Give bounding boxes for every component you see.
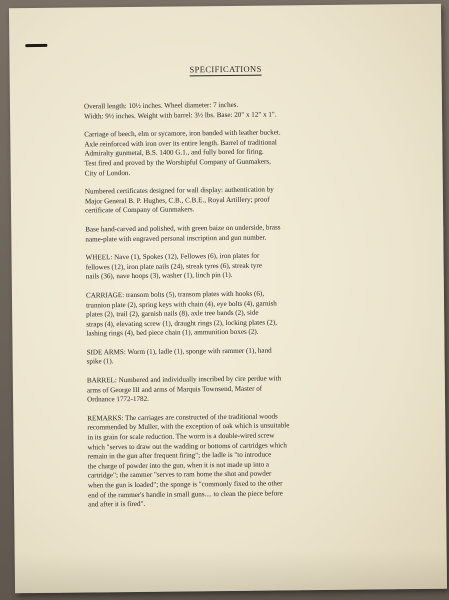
document-title-text: SPECIFICATIONS <box>189 63 262 75</box>
paragraph-text: Numbered and individually inscribed by cire perdue with arms of George III and arms of Marquis Townsend, Master of Ordnance 1772-1782. <box>86 374 282 404</box>
paragraph-label: CARRIAGE: <box>85 290 125 300</box>
paragraph-carriage <box>86 288 408 339</box>
paragraph-materials <box>84 127 406 178</box>
paragraph-label: BARREL: <box>86 376 117 385</box>
paragraph-text: Worm (1), ladle (1), sponge with rammer (1), hand spike (1). <box>86 346 272 366</box>
paragraph-text: transom bolts (5), transom plates with hooks (6), trunnion plate (2), spring keys with chain (4), eye bolts (4), garnish plates (2), trail (2), garnish nails (8), axle tree bands (2), side straps (4), elevating screw (1), draught rings (2), locking plates (2), lashing rings (4), bed piece chain (1), ammunition boxes (2). <box>86 289 277 338</box>
sheet-edge-shadow <box>15 549 447 594</box>
paragraph-side-arms <box>87 345 409 368</box>
paragraph-text: The carriages are constructed of the traditional woods recommended by Muller, with the exception of oak which is unsuitable in its grain for scale reduction. The worm is a double-wired screw which "serves to draw out the wadding or bottoms of cartridges which remain in the gun after frequent firing"; the ladle is "to introduce the charge of powder into the gun, when it is not made up into a cartridge"; the rammer "serves to ram home the shot and powder when the gun is loaded"; the sponge is "commonly fixed to the other end of the rammer's handle in small guns.... to clean the piece before and after it is fired". <box>87 412 290 509</box>
paragraph-text: Carriage of beech, elm or sycamore, iron banded with leather bucket. Axle reinforced with iron over its entire length. Barrel of traditional Admiralty gunmetal, B.S. 1400 G.1., and fully bored for firing. Test fired and proved by the Worshipful Company of Gunmakers, City of London. <box>84 128 281 178</box>
paragraph-text: Nave (1), Spokes (12), Fellowes (6), iron plates for fellowes (12), iron plate nails (24), streak tyres (6), streak tyre nails (36), nave hoops (3), washer (1), linch pin (1). <box>85 251 263 281</box>
paragraph-wheel <box>86 250 408 282</box>
paragraph-label: SIDE ARMS: <box>86 347 126 357</box>
document-body <box>84 99 410 519</box>
paragraph-certificates <box>85 184 407 216</box>
paragraph-text: Overall length: 10½ inches. Wheel diameter: 7 inches. Width: 9½ inches. Weight with barrel: 3½ lbs. Base: 20" x 12" x 1". <box>83 100 277 121</box>
paragraph-text: Numbered certificates designed for wall display: authentication by Major General B. P. Hughes, C.B., C.B.E., Royal Artillery; proof certificate of Company of Gunmakers. <box>84 185 274 215</box>
paragraph-label: REMARKS: <box>87 413 124 423</box>
paragraph-remarks <box>87 411 410 510</box>
paragraph-barrel <box>87 373 409 405</box>
paragraph-label: WHEEL: <box>85 253 113 262</box>
punch-mark <box>25 44 47 47</box>
paragraph-text: Base hand-carved and polished, with green baize on underside, brass name-plate with engraved personal inscription and gun number. <box>85 223 281 244</box>
paragraph-base <box>85 222 407 245</box>
spec-sheet <box>9 4 447 593</box>
paragraph-dimensions <box>84 99 406 122</box>
document-title <box>10 62 442 77</box>
